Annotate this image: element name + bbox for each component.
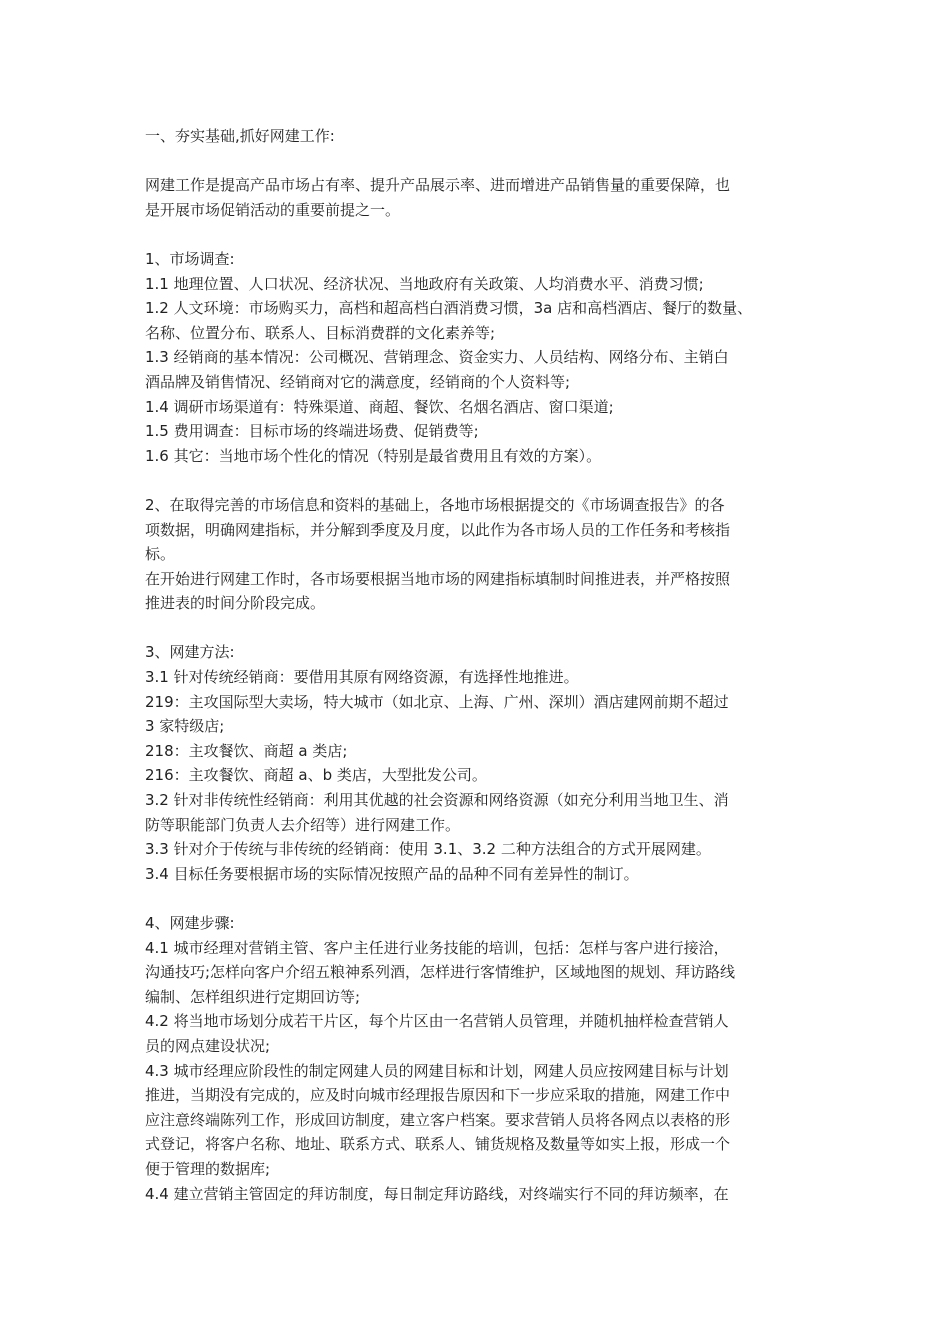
blank-line [145,149,825,174]
paragraph-2: 2、在取得完善的市场信息和资料的基础上，各地市场根据提交的《市场调查报告》的各 [145,495,725,514]
item-219: 219：主攻国际型大卖场，特大城市（如北京、上海、广州、深圳）酒店建网前期不超过 [145,692,729,711]
blank-line [145,468,825,493]
item-1-1: 1.1 地理位置、人口状况、经济状况、当地政府有关政策、人均消费水平、消费习惯; [145,274,704,293]
subheading-methods: 3、网建方法: [145,643,235,662]
subheading-steps: 4、网建步骤: [145,914,235,932]
item-4-2-cont: 员的网点建设状况; [145,1036,271,1055]
blank-line [145,886,825,911]
item-4-1-cont: 编制、怎样组织进行定期回访等; [145,987,361,1006]
item-218: 218：主攻餐饮、商超 a 类店; [145,741,348,760]
paragraph-2-cont: 标。 [145,545,176,564]
item-1-2-cont: 名称、位置分布、联系人、目标消费群的文化素养等; [145,323,496,342]
paragraph-2b-cont: 推进表的时间分阶段完成。 [145,594,326,613]
item-1-6: 1.6 其它：当地市场个性化的情况（特别是最省费用且有效的方案）。 [145,446,602,465]
item-216: 216：主攻餐饮、商超 a、b 类店，大型批发公司。 [145,766,487,785]
item-4-4: 4.4 建立营销主管固定的拜访制度，每日制定拜访路线，对终端实行不同的拜访频率，在 [145,1184,729,1203]
paragraph-2b: 在开始进行网建工作时，各市场要根据当地市场的网建指标填制时间推进表，并严格按照 [145,569,731,588]
item-1-5: 1.5 费用调查：目标市场的终端进场费、促销费等; [145,422,479,441]
item-4-1: 4.1 城市经理对营销主管、客户主任进行业务技能的培训，包括：怎样与客户进行接洽， [145,938,729,957]
item-3-2-cont: 防等职能部门负责人去介绍等）进行网建工作。 [145,815,461,834]
paragraph-2-cont: 项数据，明确网建指标，并分解到季度及月度，以此作为各市场人员的工作任务和考核指 [145,520,731,539]
blank-line [145,616,825,641]
item-219-cont: 3 家特级店; [145,717,225,736]
section-heading-1: 一、夯实基础,抓好网建工作: [145,127,335,145]
item-3-3: 3.3 针对介于传统与非传统的经销商：使用 3.1、3.2 二种方法组合的方式开展网建。 [145,840,711,859]
item-1-4: 1.4 调研市场渠道有：特殊渠道、商超、餐饮、名烟名酒店、窗口渠道; [145,397,614,416]
subheading-market-survey: 1、市场调查: [145,249,235,268]
item-3-4: 3.4 目标任务要根据市场的实际情况按照产品的品种不同有差异性的制订。 [145,864,639,883]
item-4-3-cont: 应注意终端陈列工作，形成回访制度，建立客户档案。要求营销人员将各网点以表格的形 [145,1110,731,1129]
item-4-3-cont: 式登记，将客户名称、地址、联系方式、联系人、铺货规格及数量等如实上报，形成一个 [145,1135,731,1154]
item-4-3-cont: 便于管理的数据库; [145,1159,271,1178]
item-1-2: 1.2 人文环境：市场购买力，高档和超高档白酒消费习惯，3a 店和高档酒店、餐厅的数量、 [145,299,753,318]
blank-line [145,222,825,247]
item-1-3-cont: 酒品牌及销售情况、经销商对它的满意度，经销商的个人资料等; [145,372,571,391]
item-4-2: 4.2 将当地市场划分成若干片区，每个片区由一名营销人员管理，并随机抽样检查营销人 [145,1012,729,1031]
item-4-3: 4.3 城市经理应阶段性的制定网建人员的网建目标和计划，网建人员应按网建目标与计划 [145,1061,729,1080]
item-3-1: 3.1 针对传统经销商：要借用其原有网络资源，有选择性地推进。 [145,668,579,687]
paragraph-line: 是开展市场促销活动的重要前提之一。 [145,200,401,219]
item-1-3: 1.3 经销商的基本情况：公司概况、营销理念、资金实力、人员结构、网络分布、主销白 [145,348,729,367]
item-4-1-cont: 沟通技巧;怎样向客户介绍五粮神系列酒，怎样进行客情维护，区域地图的规划、拜访路线 [145,963,736,982]
item-4-3-cont: 推进，当期没有完成的，应及时向城市经理报告原因和下一步应采取的措施，网建工作中 [145,1086,731,1105]
paragraph-line: 网建工作是提高产品市场占有率、提升产品展示率、进而增进产品销售量的重要保障，也 [145,176,731,195]
item-3-2: 3.2 针对非传统性经销商：利用其优越的社会资源和网络资源（如充分利用当地卫生、消 [145,791,729,810]
document-body [145,124,825,1206]
